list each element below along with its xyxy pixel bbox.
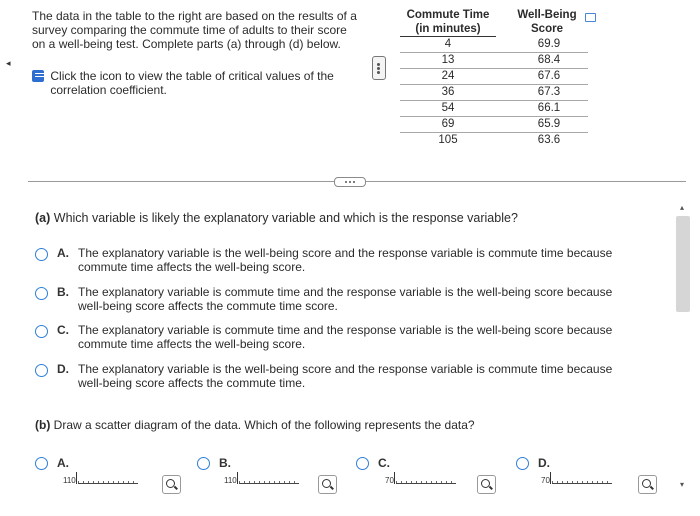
radio-b[interactable] <box>35 287 48 300</box>
part-b-question: (b) Draw a scatter diagram of the data. Which of the following represents the data? <box>35 418 475 432</box>
collapse-arrow-icon[interactable]: ◂ <box>6 58 11 68</box>
expand-button[interactable] <box>334 177 366 187</box>
scroll-down-icon[interactable]: ▾ <box>680 480 685 489</box>
book-icon[interactable] <box>32 70 44 82</box>
scatter-thumb-d: 70 <box>541 476 612 485</box>
scatter-option-a[interactable]: A. <box>35 456 69 470</box>
zoom-b-icon[interactable] <box>318 475 337 494</box>
zoom-c-icon[interactable] <box>477 475 496 494</box>
option-a[interactable]: A. The explanatory variable is the well-being score and the response variable is commute time because commute time affects the well-being score. <box>35 247 635 274</box>
zoom-d-icon[interactable] <box>638 475 657 494</box>
table-row: 24 67.6 <box>400 69 588 85</box>
table-row: 13 68.4 <box>400 53 588 69</box>
critical-values-note <box>32 69 362 97</box>
radio-scatter-a[interactable] <box>35 457 48 470</box>
scroll-up-icon[interactable]: ▴ <box>680 203 685 212</box>
scatter-option-c[interactable]: C. <box>356 456 390 470</box>
well-being-header: Well-Being Score <box>517 9 577 36</box>
option-c[interactable]: C. The explanatory variable is commute time and the response variable is the well-being score because commute time affects the well-being score. <box>35 324 635 351</box>
option-d[interactable]: D. The explanatory variable is the well-being score and the response variable is commute time because well-being score affects the commute time. <box>35 363 635 390</box>
scatter-thumb-b: 110 <box>224 476 299 485</box>
data-table <box>400 8 588 148</box>
scatter-thumb-a: 110 <box>63 476 138 485</box>
table-row: 4 69.9 <box>400 37 588 53</box>
table-row: 36 67.3 <box>400 85 588 101</box>
intro-text: The data in the table to the right are based on the results of a survey comparing the commute time of adults to their score on a well-being test. Complete parts (a) through (d) below. <box>32 9 357 51</box>
radio-c[interactable] <box>35 325 48 338</box>
radio-scatter-c[interactable] <box>356 457 369 470</box>
radio-scatter-d[interactable] <box>516 457 529 470</box>
table-row: 105 63.6 <box>438 134 561 146</box>
zoom-a-icon[interactable] <box>162 475 181 494</box>
problem-intro <box>32 9 362 97</box>
scatter-option-d[interactable]: D. <box>516 456 550 470</box>
scrollbar-thumb[interactable] <box>676 216 690 312</box>
part-a-question: (a) Which variable is likely the explanatory variable and which is the response variable? <box>35 211 518 225</box>
copy-table-icon[interactable] <box>585 13 596 22</box>
commute-time-header: Commute Time (in minutes) <box>400 8 496 37</box>
table-row: 69 65.9 <box>400 117 588 133</box>
panel-resize-handle[interactable] <box>372 56 386 80</box>
table-row: 54 66.1 <box>400 101 588 117</box>
radio-a[interactable] <box>35 248 48 261</box>
option-b[interactable]: B. The explanatory variable is commute time and the response variable is the well-being score because well-being score affects the commute time score. <box>35 286 635 313</box>
icon-note-text: Click the icon to view the table of critical values of the correlation coefficient. <box>50 69 334 97</box>
radio-d[interactable] <box>35 364 48 377</box>
scatter-option-b[interactable]: B. <box>197 456 231 470</box>
scatter-thumb-c: 70 <box>385 476 456 485</box>
radio-scatter-b[interactable] <box>197 457 210 470</box>
